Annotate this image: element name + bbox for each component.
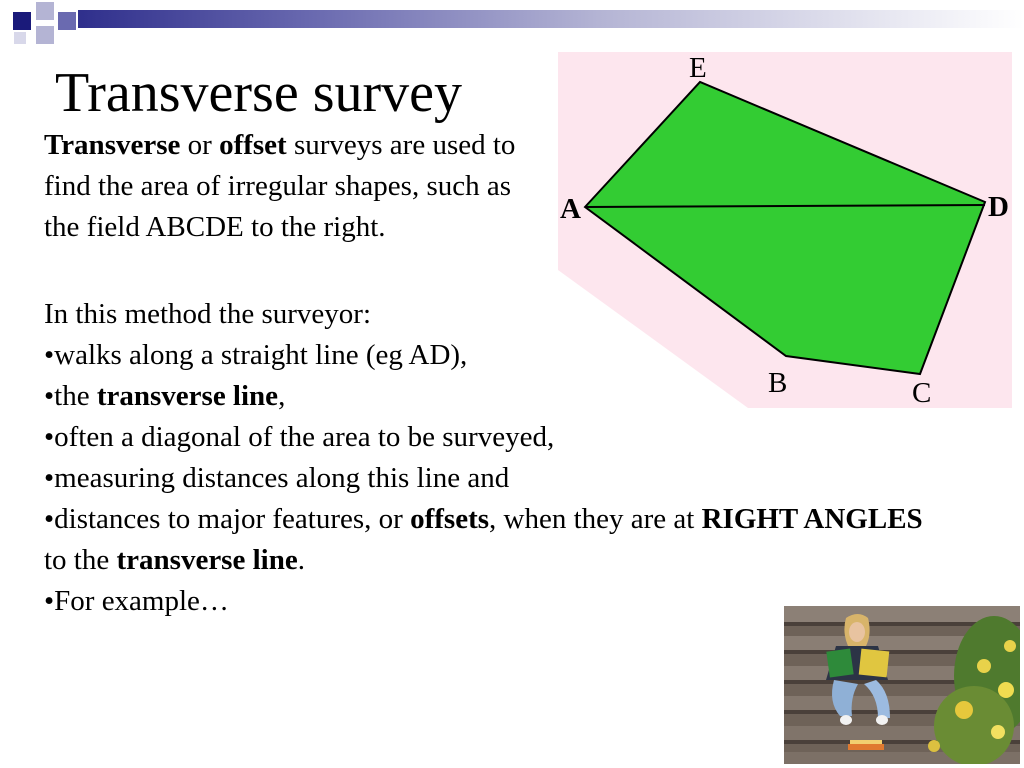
term-offset: offset xyxy=(219,129,287,161)
books-on-step xyxy=(848,744,884,750)
intro-paragraph xyxy=(44,125,544,248)
list-item: •For example… xyxy=(44,585,229,617)
term-transverse-line: transverse line xyxy=(116,544,298,576)
header-decoration xyxy=(0,0,1024,50)
vertex-label-e: E xyxy=(689,52,707,84)
vertex-label-c: C xyxy=(912,377,932,408)
decor-square xyxy=(36,26,54,44)
list-item: •walks along a straight line (eg AD), xyxy=(44,339,468,371)
decor-square xyxy=(13,12,31,30)
list-item xyxy=(44,499,944,581)
slide-title: Transverse survey xyxy=(55,62,462,124)
term-transverse-line: transverse line xyxy=(96,380,279,412)
intro-text: surveys are used to find the area of irregular shapes, such as the field ABCDE to the right. xyxy=(44,129,516,243)
decor-square xyxy=(58,12,76,30)
list-item: •often a diagonal of the area to be surveyed, xyxy=(44,421,555,453)
header-gradient-bar xyxy=(78,10,1024,28)
field-diagram xyxy=(558,52,1012,408)
decor-square xyxy=(14,32,26,44)
list-text: , xyxy=(278,380,286,412)
list-text: . xyxy=(297,544,305,576)
method-line: In this method the surveyor: xyxy=(44,298,372,330)
term-offsets: offsets xyxy=(410,503,490,535)
term-right-angles: RIGHT ANGLES xyxy=(701,503,923,535)
vertex-label-b: B xyxy=(768,367,788,399)
vertex-label-d: D xyxy=(988,191,1009,223)
term-transverse: Transverse xyxy=(44,129,181,161)
intro-text: or xyxy=(180,129,220,161)
list-text: , when they are at xyxy=(489,503,702,535)
list-item: •measuring distances along this line and xyxy=(44,462,510,494)
vertex-label-a: A xyxy=(560,193,581,225)
list-text: •the xyxy=(44,380,97,412)
student-reading-photo xyxy=(784,606,1020,764)
decor-square xyxy=(36,2,54,20)
list-text: to the xyxy=(44,544,117,576)
list-text: •distances to major features, or xyxy=(44,503,411,535)
books-on-step xyxy=(850,740,882,744)
